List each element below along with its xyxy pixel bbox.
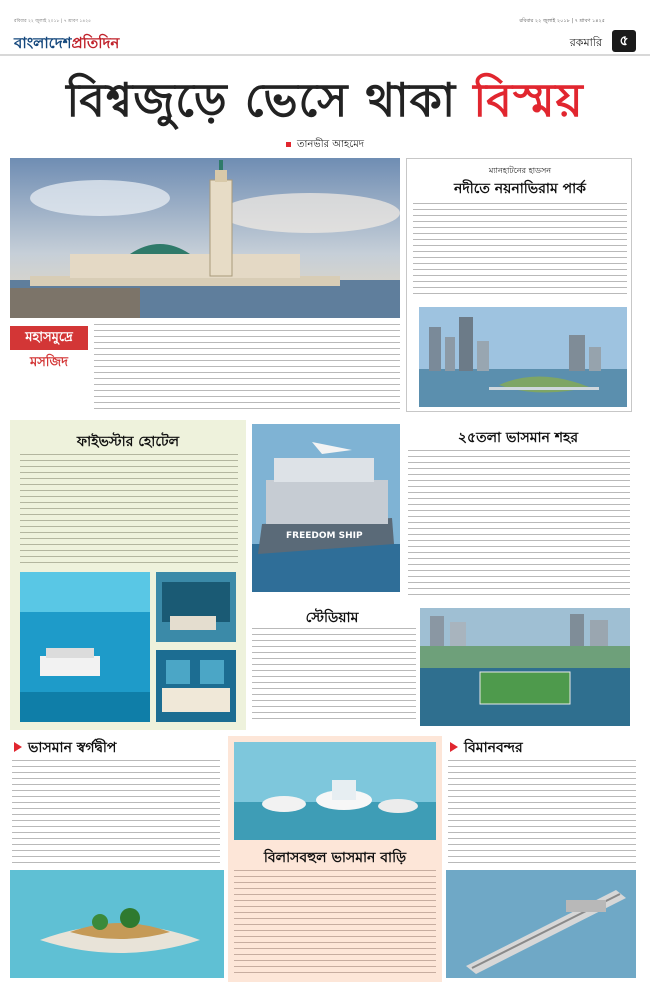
- hotel-article: [10, 420, 246, 730]
- airport-title: বিমানবন্দর: [464, 740, 523, 756]
- stadium-body-text: [252, 626, 416, 724]
- masthead-tagline: রবিবার ২২ জুলাই ২০১৮ | ৭ শ্রাবণ ১৪২৫: [14, 19, 92, 24]
- island-body-text: [12, 758, 220, 864]
- date-line: রবিবার ২২ জুলাই ২০১৮ | ৭ শ্রাবণ ১৪২৫: [519, 18, 605, 24]
- hotel-interior-photo: [156, 650, 236, 722]
- section-name: রকমারি: [569, 36, 602, 49]
- hotel-room-photo: [156, 572, 236, 642]
- city-title: ২৫তলা ভাসমান শহর: [457, 430, 579, 446]
- house-title: বিলাসবহুল ভাসমান বাড়ি: [263, 850, 407, 866]
- byline: তানভীর আহমেদ: [0, 137, 650, 154]
- stadium-title: স্টেডিয়াম: [305, 610, 359, 626]
- house-body-text: [234, 868, 436, 976]
- airport-article: [446, 736, 640, 982]
- house-photo: [234, 742, 436, 840]
- mosque-label-2: মসজিদ: [30, 355, 68, 370]
- page-number: ৫: [612, 30, 636, 52]
- mosque-label-1: মহাসমুদ্রে: [10, 326, 88, 350]
- mosque-body-text: [94, 322, 400, 412]
- hudson-kicker: ম্যানহাটনের হাডসন: [488, 166, 552, 175]
- hotel-underwater-photo: [20, 572, 150, 722]
- masthead: [0, 0, 650, 56]
- mosque-photo: [10, 158, 400, 318]
- stadium-article: [248, 600, 632, 728]
- hotel-body-text: [20, 452, 238, 564]
- house-article: [228, 736, 442, 982]
- stadium-photo: [420, 608, 630, 726]
- page-title: বিশ্বজুড়ে ভেসে থাকা বিস্ময়: [66, 73, 584, 127]
- bullet-icon: [286, 142, 291, 147]
- airport-body-text: [448, 758, 636, 864]
- mosque-article: [10, 158, 400, 416]
- hotel-title: ফাইভস্টার হোটেল: [76, 434, 180, 450]
- hudson-body-text: [413, 201, 627, 299]
- newspaper-logo: বাংলাদেশপ্রতিদিন: [14, 34, 120, 52]
- city-body-text: [408, 448, 630, 598]
- pointer-icon: [14, 742, 22, 752]
- island-photo: [10, 870, 224, 978]
- pointer-icon-2: [450, 742, 458, 752]
- hudson-title: নদীতে নয়নাভিরাম পার্ক: [454, 181, 586, 197]
- hudson-article: [406, 158, 632, 412]
- hudson-photo: [419, 307, 627, 407]
- ship-name-text: FREEDOM SHIP: [286, 531, 363, 541]
- freedom-ship-illustration: [252, 424, 400, 592]
- airport-photo: [446, 870, 636, 978]
- island-article: [10, 736, 224, 982]
- city-article: [248, 420, 632, 600]
- island-title: ভাসমান স্বর্গদ্বীপ: [28, 740, 117, 756]
